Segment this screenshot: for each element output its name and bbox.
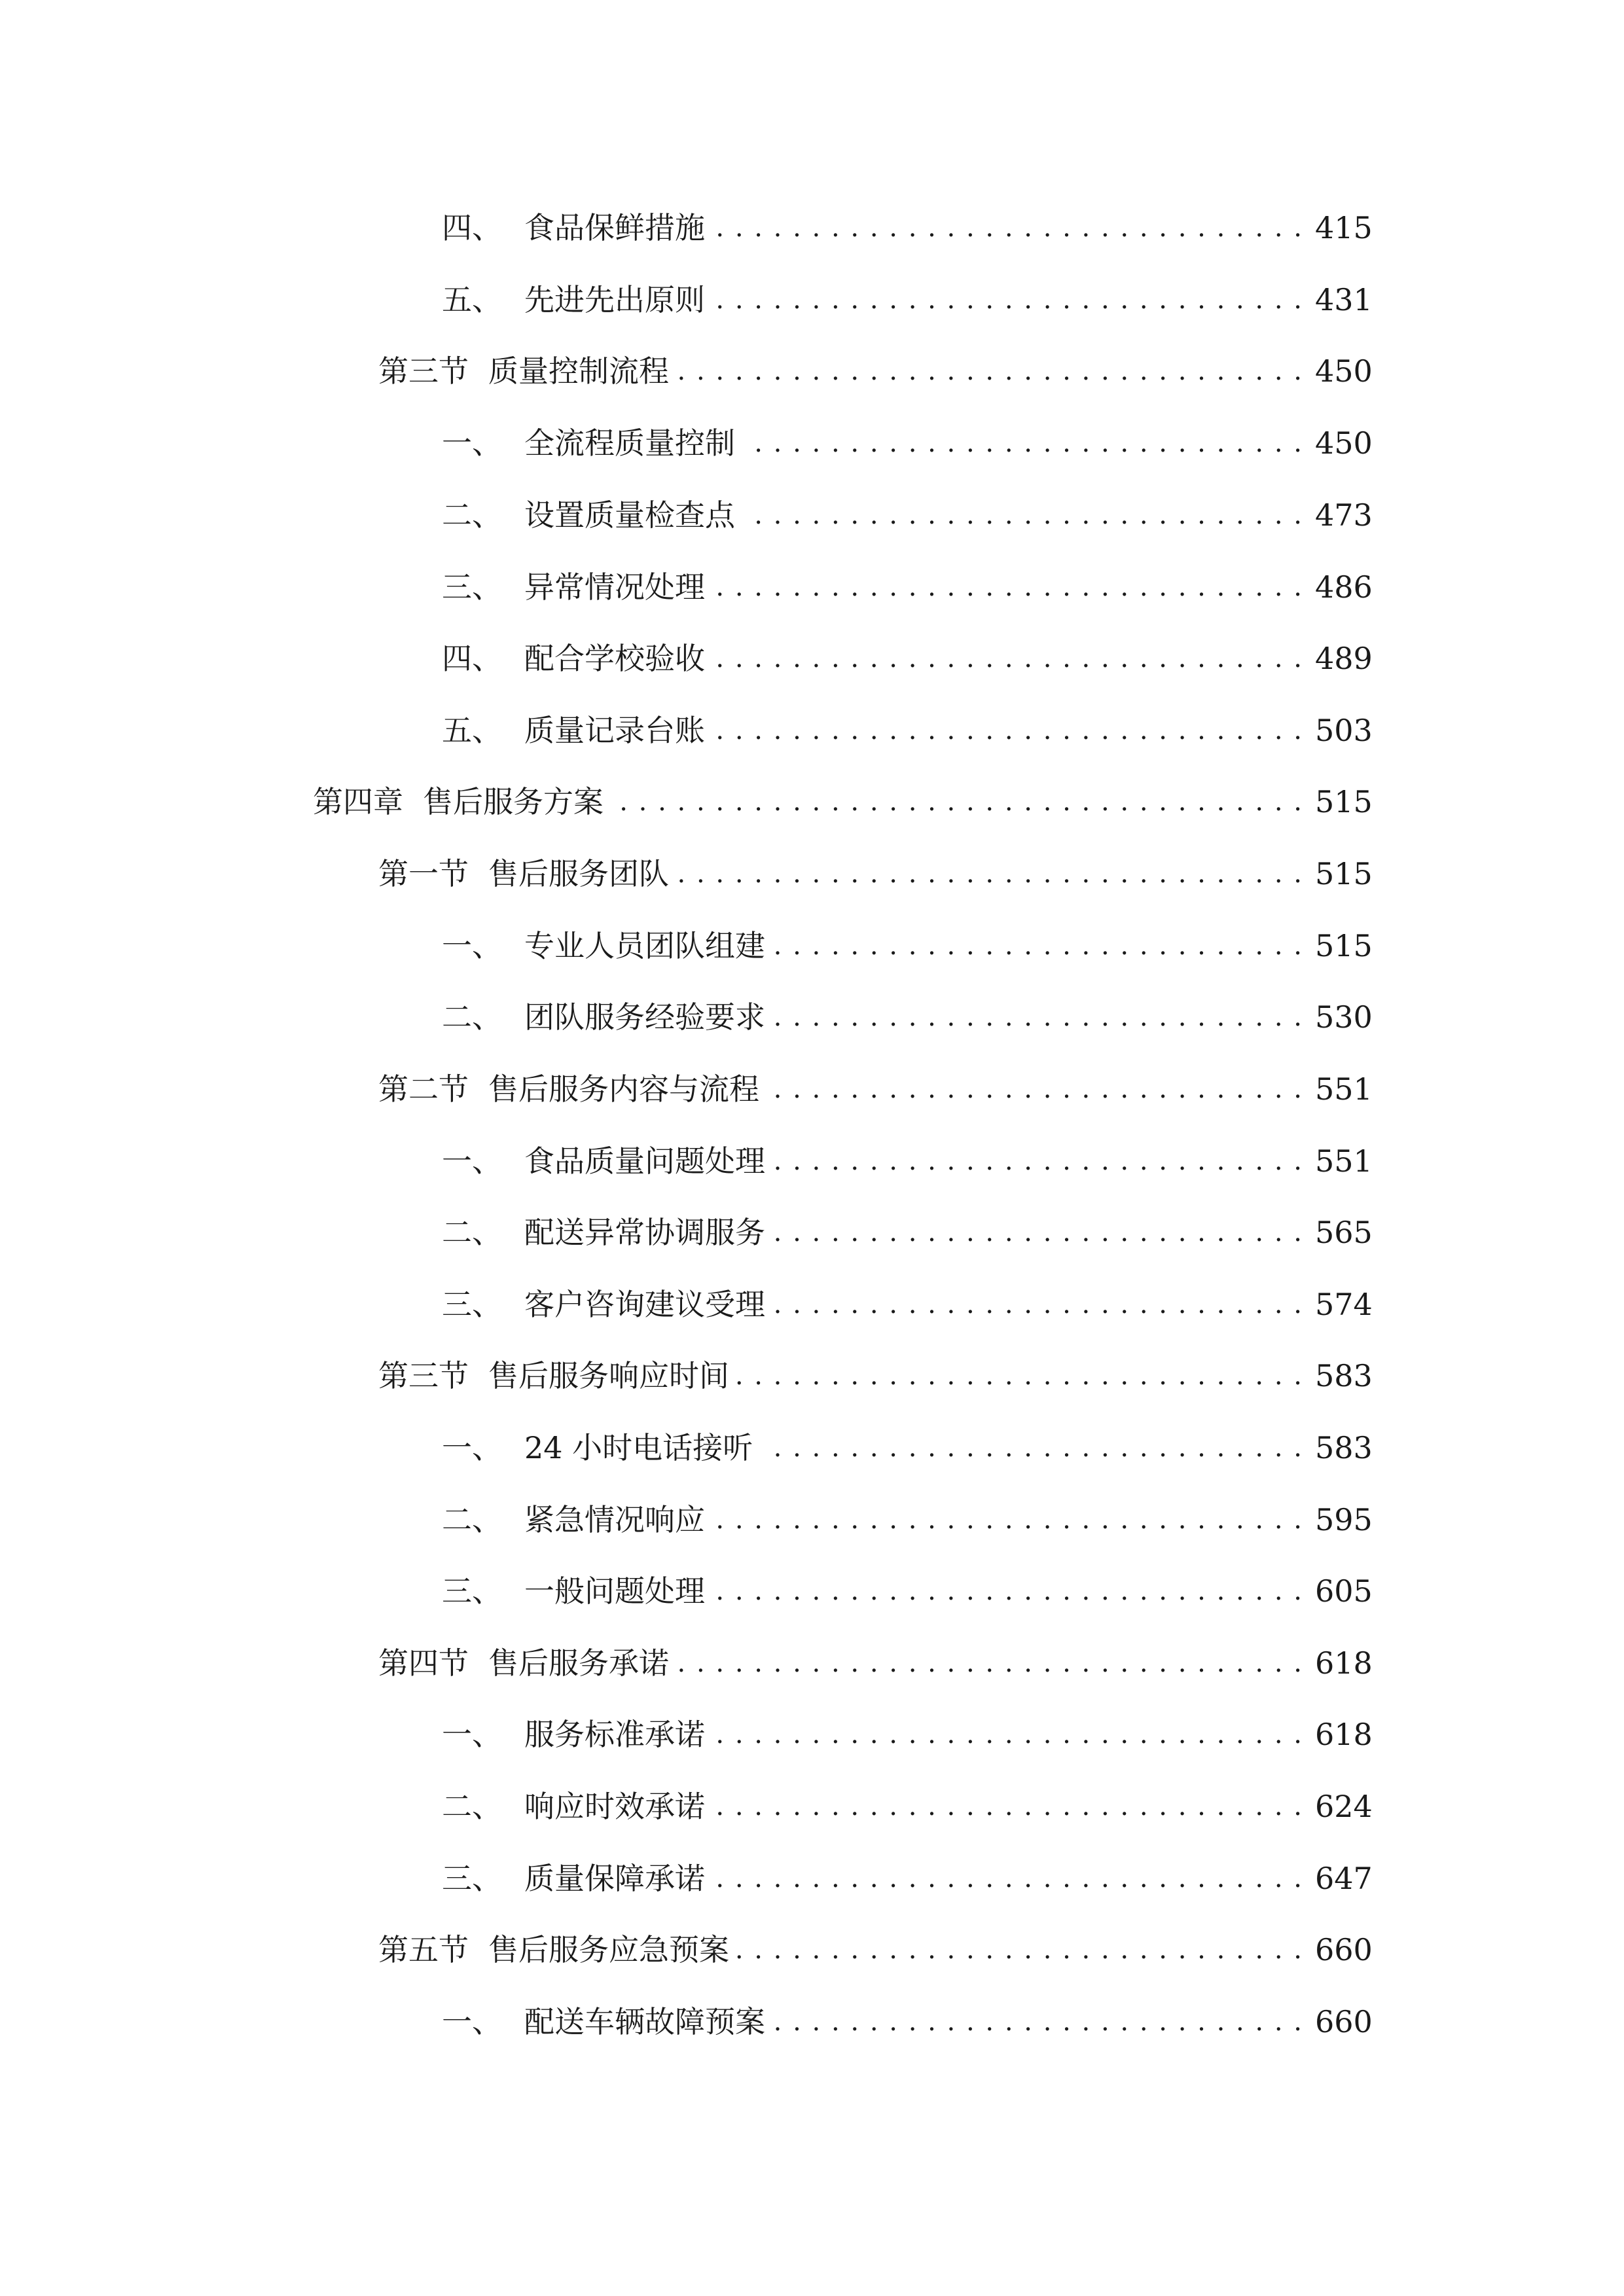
toc-entry-number: 二、 xyxy=(442,1789,502,1824)
toc-entry[interactable] xyxy=(313,776,1373,828)
toc-entry-title: 售后服务响应时间 xyxy=(488,1358,729,1393)
toc-entry-title: 团队服务经验要求 xyxy=(524,999,765,1035)
toc-entry-number: 一、 xyxy=(442,2004,502,2039)
toc-entry[interactable] xyxy=(442,704,1373,757)
toc-entry-page: 660 xyxy=(1315,1932,1373,1967)
toc-entry-title: 配合学校验收 xyxy=(524,641,705,676)
toc-entry[interactable] xyxy=(442,991,1373,1043)
toc-entry-page: 574 xyxy=(1315,1287,1373,1322)
toc-entry-number: 五、 xyxy=(442,713,502,748)
toc-entry-page: 450 xyxy=(1315,353,1373,389)
dot-leader xyxy=(713,1852,1303,1905)
toc-entry-number: 一、 xyxy=(442,1717,502,1752)
toc-entry[interactable] xyxy=(442,1494,1373,1546)
dot-leader xyxy=(713,1565,1303,1617)
toc-entry-number: 五、 xyxy=(442,282,502,317)
toc-entry[interactable] xyxy=(442,1708,1373,1761)
toc-entry-number: 第一节 xyxy=(378,856,469,891)
toc-entry-number: 一、 xyxy=(442,928,502,963)
toc-entry-title: 异常情况处理 xyxy=(524,569,705,605)
toc-entry-title: 售后服务应急预案 xyxy=(488,1932,729,1967)
toc-entry-number: 三、 xyxy=(442,569,502,605)
toc-entry-number: 三、 xyxy=(442,1573,502,1609)
toc-entry-page: 530 xyxy=(1315,999,1373,1035)
dot-leader xyxy=(737,1350,1303,1402)
toc-entry-title: 质量控制流程 xyxy=(488,353,669,389)
toc-entry-page: 489 xyxy=(1315,641,1373,676)
toc-entry-page: 431 xyxy=(1315,282,1373,317)
toc-entry-page: 624 xyxy=(1315,1789,1373,1824)
toc-entry-number: 三、 xyxy=(442,1861,502,1896)
toc-entry-title: 配送车辆故障预案 xyxy=(524,2004,765,2039)
toc-entry-title: 质量保障承诺 xyxy=(524,1861,705,1896)
toc-entry-page: 515 xyxy=(1315,856,1373,891)
dot-leader xyxy=(773,1135,1303,1187)
toc-entry-number: 二、 xyxy=(442,1502,502,1537)
toc-entry-page: 647 xyxy=(1315,1861,1373,1896)
toc-entry-title: 配送异常协调服务 xyxy=(524,1215,765,1250)
toc-entry[interactable] xyxy=(442,1422,1373,1474)
toc-entry-number: 第三节 xyxy=(378,353,469,389)
toc-entry-number: 第二节 xyxy=(378,1071,469,1107)
toc-entry[interactable] xyxy=(442,1852,1373,1905)
toc-entry-page: 551 xyxy=(1315,1071,1373,1107)
dot-leader xyxy=(713,632,1303,685)
toc-entry-title: 响应时效承诺 xyxy=(524,1789,705,1824)
toc-entry[interactable] xyxy=(442,274,1373,326)
toc-entry[interactable] xyxy=(442,632,1373,685)
toc-entry-title: 售后服务团队 xyxy=(488,856,669,891)
dot-leader xyxy=(677,1637,1303,1689)
toc-entry-title: 24 小时电话接听 xyxy=(524,1430,753,1465)
toc-entry-title: 食品质量问题处理 xyxy=(524,1143,765,1179)
toc-entry[interactable] xyxy=(378,848,1373,900)
dot-leader xyxy=(773,920,1303,972)
toc-entry-number: 二、 xyxy=(442,497,502,533)
toc-entry-page: 450 xyxy=(1315,425,1373,461)
toc-entry-title: 售后服务内容与流程 xyxy=(488,1071,759,1107)
toc-entry[interactable] xyxy=(378,1924,1373,1976)
toc-entry-number: 第四节 xyxy=(378,1645,469,1681)
toc-entry-title: 食品保鲜措施 xyxy=(524,210,705,245)
toc-entry-page: 515 xyxy=(1315,928,1373,963)
toc-entry[interactable] xyxy=(442,489,1373,541)
dot-leader xyxy=(743,417,1303,469)
toc-entry-page: 583 xyxy=(1315,1358,1373,1393)
dot-leader xyxy=(713,274,1303,326)
toc-entry-page: 551 xyxy=(1315,1143,1373,1179)
toc-entry[interactable] xyxy=(442,920,1373,972)
toc-entry-page: 618 xyxy=(1315,1645,1373,1681)
toc-entry-title: 紧急情况响应 xyxy=(524,1502,705,1537)
toc-entry-number: 四、 xyxy=(442,641,502,676)
toc-entry-number: 一、 xyxy=(442,1430,502,1465)
dot-leader xyxy=(713,202,1303,254)
toc-entry[interactable] xyxy=(442,202,1373,254)
dot-leader xyxy=(713,1780,1303,1833)
toc-entry-page: 595 xyxy=(1315,1502,1373,1537)
toc-entry[interactable] xyxy=(442,417,1373,469)
dot-leader xyxy=(677,848,1303,900)
dot-leader xyxy=(773,991,1303,1043)
dot-leader xyxy=(767,1063,1303,1115)
dot-leader xyxy=(713,561,1303,613)
dot-leader xyxy=(713,1708,1303,1761)
toc-entry-title: 售后服务方案 xyxy=(423,784,604,819)
dot-leader xyxy=(743,489,1303,541)
toc-entry-title: 客户咨询建议受理 xyxy=(524,1287,765,1322)
toc-entry[interactable] xyxy=(442,1206,1373,1259)
toc-entry[interactable] xyxy=(378,1063,1373,1115)
toc-entry-number: 二、 xyxy=(442,999,502,1035)
toc-entry-number: 第四章 xyxy=(313,784,403,819)
toc-entry-page: 660 xyxy=(1315,2004,1373,2039)
toc-entry-title: 先进先出原则 xyxy=(524,282,705,317)
toc-entry-title: 一般问题处理 xyxy=(524,1573,705,1609)
toc-entry-page: 515 xyxy=(1315,784,1373,819)
dot-leader xyxy=(677,345,1303,397)
toc-entry-page: 583 xyxy=(1315,1430,1373,1465)
toc-entry[interactable] xyxy=(378,1637,1373,1689)
toc-entry-title: 专业人员团队组建 xyxy=(524,928,765,963)
toc-entry[interactable] xyxy=(442,1565,1373,1617)
toc-entry[interactable] xyxy=(378,345,1373,397)
dot-leader xyxy=(611,776,1303,828)
dot-leader xyxy=(713,704,1303,757)
dot-leader xyxy=(737,1924,1303,1976)
toc-entry-page: 415 xyxy=(1315,210,1373,245)
toc-entry-number: 三、 xyxy=(442,1287,502,1322)
toc-entry-title: 售后服务承诺 xyxy=(488,1645,669,1681)
toc-entry[interactable] xyxy=(442,1996,1373,2048)
dot-leader xyxy=(761,1422,1303,1474)
toc-entry-page: 503 xyxy=(1315,713,1373,748)
toc-entry-title: 质量记录台账 xyxy=(524,713,705,748)
toc-entry-page: 473 xyxy=(1315,497,1373,533)
toc-entry-title: 全流程质量控制 xyxy=(524,425,735,461)
dot-leader xyxy=(713,1494,1303,1546)
dot-leader xyxy=(773,1278,1303,1331)
dot-leader xyxy=(773,1206,1303,1259)
toc-entry-number: 一、 xyxy=(442,1143,502,1179)
toc-entry-number: 第五节 xyxy=(378,1932,469,1967)
toc-entry-page: 618 xyxy=(1315,1717,1373,1752)
toc-entry-number: 一、 xyxy=(442,425,502,461)
toc-entry-title: 设置质量检查点 xyxy=(524,497,735,533)
toc-entry[interactable] xyxy=(442,1278,1373,1331)
toc-entry[interactable] xyxy=(378,1350,1373,1402)
dot-leader xyxy=(773,1996,1303,2048)
toc-entry-page: 486 xyxy=(1315,569,1373,605)
toc-entry-page: 565 xyxy=(1315,1215,1373,1250)
toc-entry[interactable] xyxy=(442,1135,1373,1187)
toc-entry-number: 第三节 xyxy=(378,1358,469,1393)
toc-entry-number: 二、 xyxy=(442,1215,502,1250)
toc-entry[interactable] xyxy=(442,1780,1373,1833)
toc-entry-page: 605 xyxy=(1315,1573,1373,1609)
toc-entry[interactable] xyxy=(442,561,1373,613)
toc-entry-number: 四、 xyxy=(442,210,502,245)
toc-entry-title: 服务标准承诺 xyxy=(524,1717,705,1752)
